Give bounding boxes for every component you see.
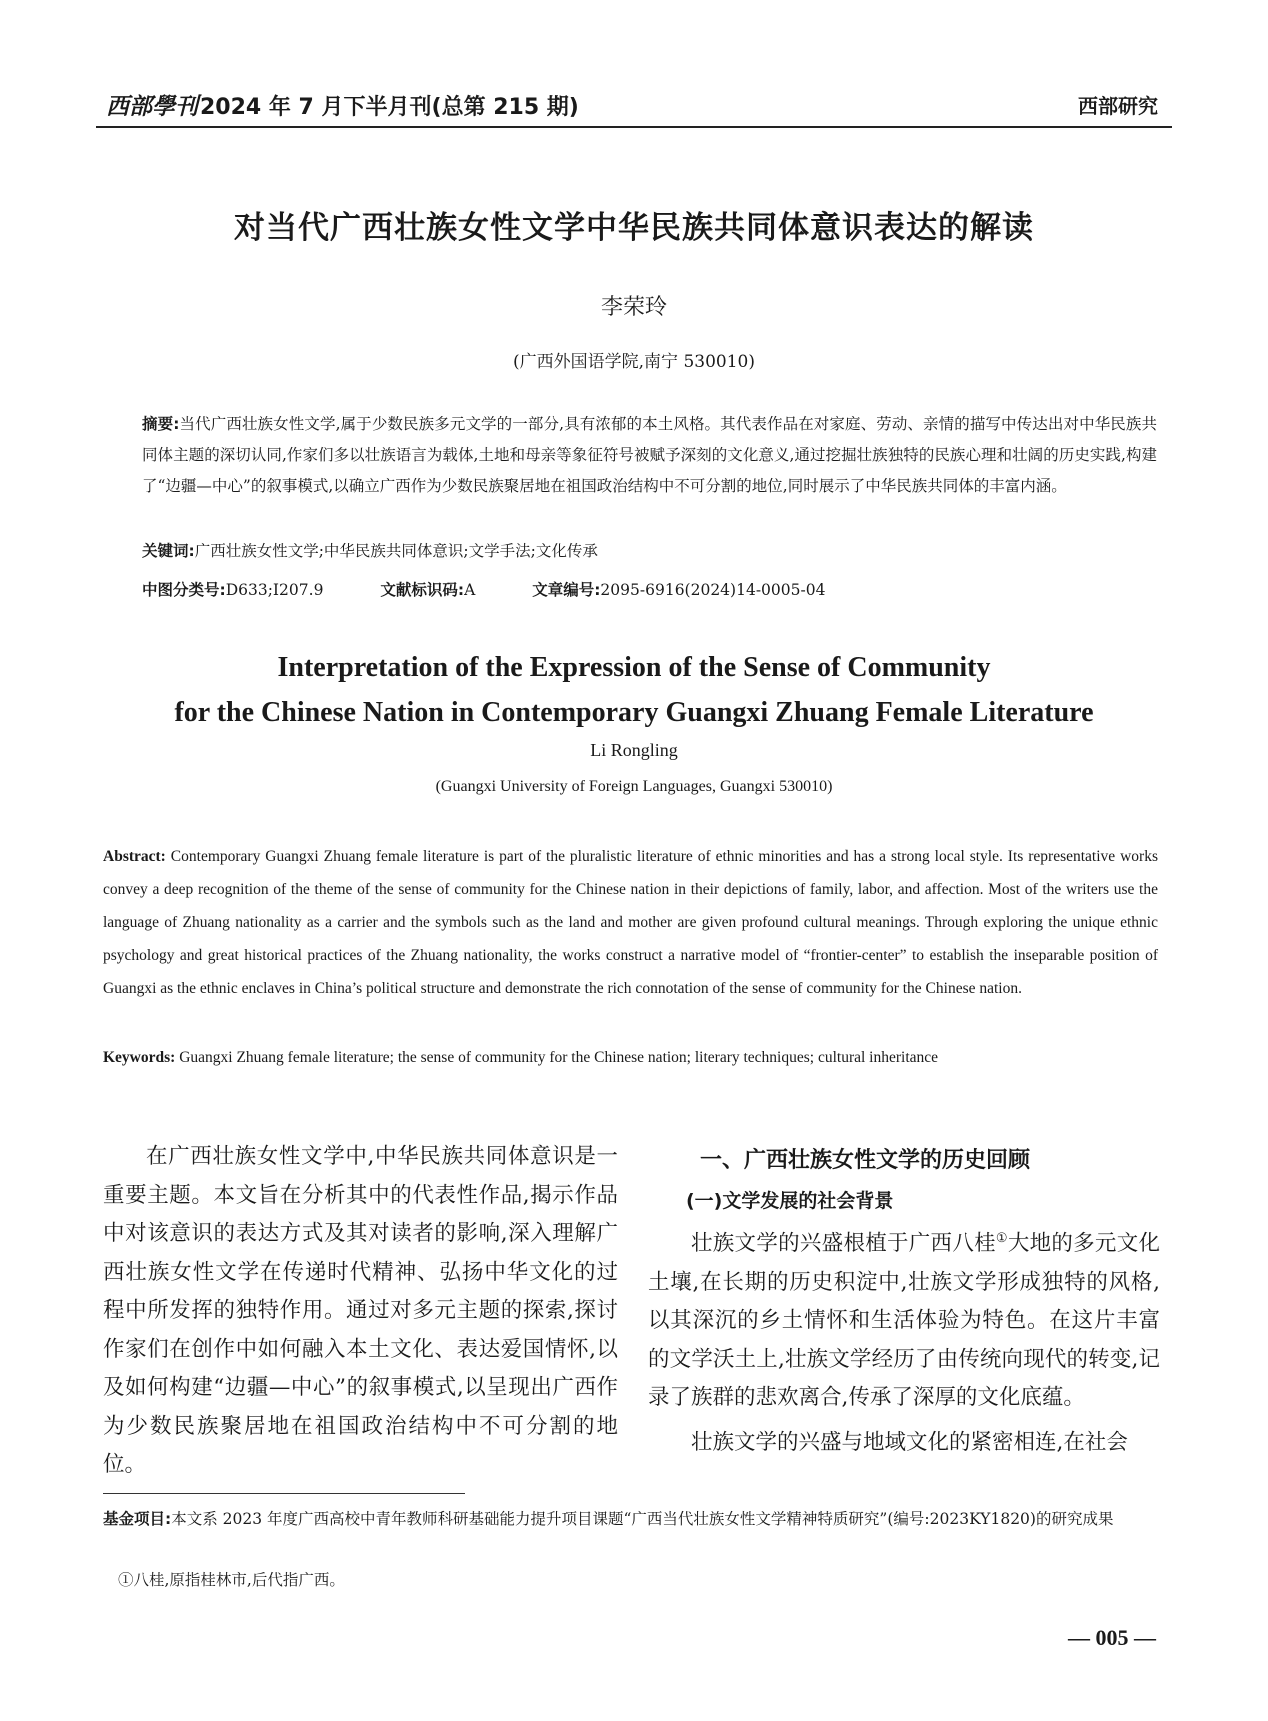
article-title-en	[0, 645, 1268, 735]
running-header-journal	[106, 88, 579, 121]
title-en-line-2: for the Chinese Nation in Contemporary Guangxi Zhuang Female Literature	[174, 697, 1094, 728]
funding-note	[103, 1505, 1158, 1534]
author-name-zh: 李荣玲	[600, 295, 667, 320]
title-en-line-1: Interpretation of the Expression of the Sense of Community	[277, 652, 991, 683]
keywords-en-text: Guangxi Zhuang female literature; the sense of community for the Chinese nation; literary techniques; cultural inheritance	[179, 1049, 939, 1066]
keywords-zh	[142, 536, 1157, 567]
author-name-en: Li Rongling	[590, 740, 678, 760]
para1-part-a: 壮族文学的兴盛根植于广西八桂	[691, 1231, 996, 1256]
footnote-rule	[103, 1493, 465, 1494]
para1-part-b: 大地的多元文化土壤,在长期的历史积淀中,壮族文学形成独特的风格,以其深沉的乡土情怀和生活体验为特色。在这片丰富的文学沃土上,壮族文学经历了由传统向现代的转变,记录了族群的悲欢离合,传承了深厚的文化底蕴。	[648, 1231, 1160, 1410]
doc-code-value: A	[464, 581, 476, 599]
keywords-zh-text: 广西壮族女性文学;中华民族共同体意识;文学手法;文化传承	[194, 542, 598, 560]
abstract-en-text: Contemporary Guangxi Zhuang female literature is part of the pluralistic literature of ethnic minorities and has a strong local style. Its representative works convey a deep recognition of the theme of the sense of community for the Chinese nation in their depictions of family, labor, and affection. Most of the writers use the language of Zhuang nationality as a carrier and the symbols such as the land and mother are given profound cultural meanings. Through exploring the unique ethnic psychology and great historical practices of the Zhuang nationality, the works construct a narrative model of “frontier-center” to establish the inseparable position of Guangxi as the ethnic enclaves in China’s political structure and demonstrate the rich connotation of the sense of community for the Chinese nation.	[103, 848, 1159, 997]
article-title-zh: 对当代广西壮族女性文学中华民族共同体意识表达的解读	[234, 210, 1034, 246]
subsection-heading-1-1: (一)文学发展的社会背景	[686, 1190, 894, 1212]
funding-text: 本文系 2023 年度广西高校中青年教师科研基础能力提升项目课题“广西当代壮族女性文学精神特质研究”(编号:2023KY1820)的研究成果	[171, 1510, 1114, 1528]
clc-value: D633;I207.9	[225, 581, 324, 599]
clc-label: 中图分类号:	[142, 581, 226, 599]
classification-row	[142, 578, 877, 600]
keywords-en-label: Keywords:	[103, 1049, 176, 1066]
header-rule	[96, 126, 1172, 128]
funding-label: 基金项目:	[103, 1510, 172, 1528]
journal-logo: 西部學刊	[106, 93, 198, 120]
keywords-en	[103, 1041, 1158, 1074]
issue-info: 2024 年 7 月下半月刊(总第 215 期)	[200, 95, 579, 120]
body-paragraph-2: 壮族文学的兴盛与地域文化的紧密相连,在社会	[691, 1429, 1128, 1455]
abstract-zh-text: 当代广西壮族女性文学,属于少数民族多元文学的一部分,具有浓郁的本土风格。其代表作品在对家庭、劳动、亲情的描写中传达出对中华民族共同体主题的深切认同,作家们多以壮族语言为载体,土地和母亲等象征符号被赋予深刻的文化意义,通过挖掘壮族独特的民族心理和壮阔的历史实践,构建了“边疆—中心”的叙事模式,以确立广西作为少数民族聚居地在祖国政治结构中不可分割的地位,同时展示了中华民族共同体的丰富内涵。	[142, 415, 1158, 495]
abstract-zh-label: 摘要:	[142, 415, 180, 433]
section-heading-1: 一、广西壮族女性文学的历史回顾	[700, 1148, 1031, 1173]
article-number-value: 2095-6916(2024)14-0005-04	[600, 581, 826, 599]
keywords-zh-label: 关键词:	[142, 542, 195, 560]
body-paragraph-1	[648, 1225, 1160, 1418]
body-right-column	[648, 1225, 1160, 1462]
footnote-marker-1[interactable]: ①	[995, 1230, 1008, 1246]
doc-code-label: 文献标识码:	[380, 581, 465, 599]
footnote-1: ①八桂,原指桂林市,后代指广西。	[118, 1571, 345, 1589]
intro-paragraph: 在广西壮族女性文学中,中华民族共同体意识是一重要主题。本文旨在分析其中的代表性作品,揭示作品中对该意识的表达方式及其对读者的影响,深入理解广西壮族女性文学在传递时代精神、弘扬中华文化的过程中所发挥的独特作用。通过对多元主题的探索,探讨作家们在创作中如何融入本土文化、表达爱国情怀,以及如何构建“边疆—中心”的叙事模式,以呈现出广西作为少数民族聚居地在祖国政治结构中不可分割的地位。	[103, 1144, 618, 1477]
article-number-label: 文章编号:	[532, 581, 601, 599]
affiliation-en: (Guangxi University of Foreign Languages, Guangxi 530010)	[435, 778, 833, 795]
body-left-column	[103, 1138, 618, 1485]
running-header-section: 西部研究	[1078, 94, 1158, 118]
abstract-zh	[142, 409, 1157, 502]
abstract-en-label: Abstract:	[103, 848, 166, 865]
affiliation-zh: (广西外国语学院,南宁 530010)	[513, 352, 755, 372]
page-number: — 005 —	[1068, 1625, 1156, 1650]
abstract-en	[103, 840, 1158, 1005]
